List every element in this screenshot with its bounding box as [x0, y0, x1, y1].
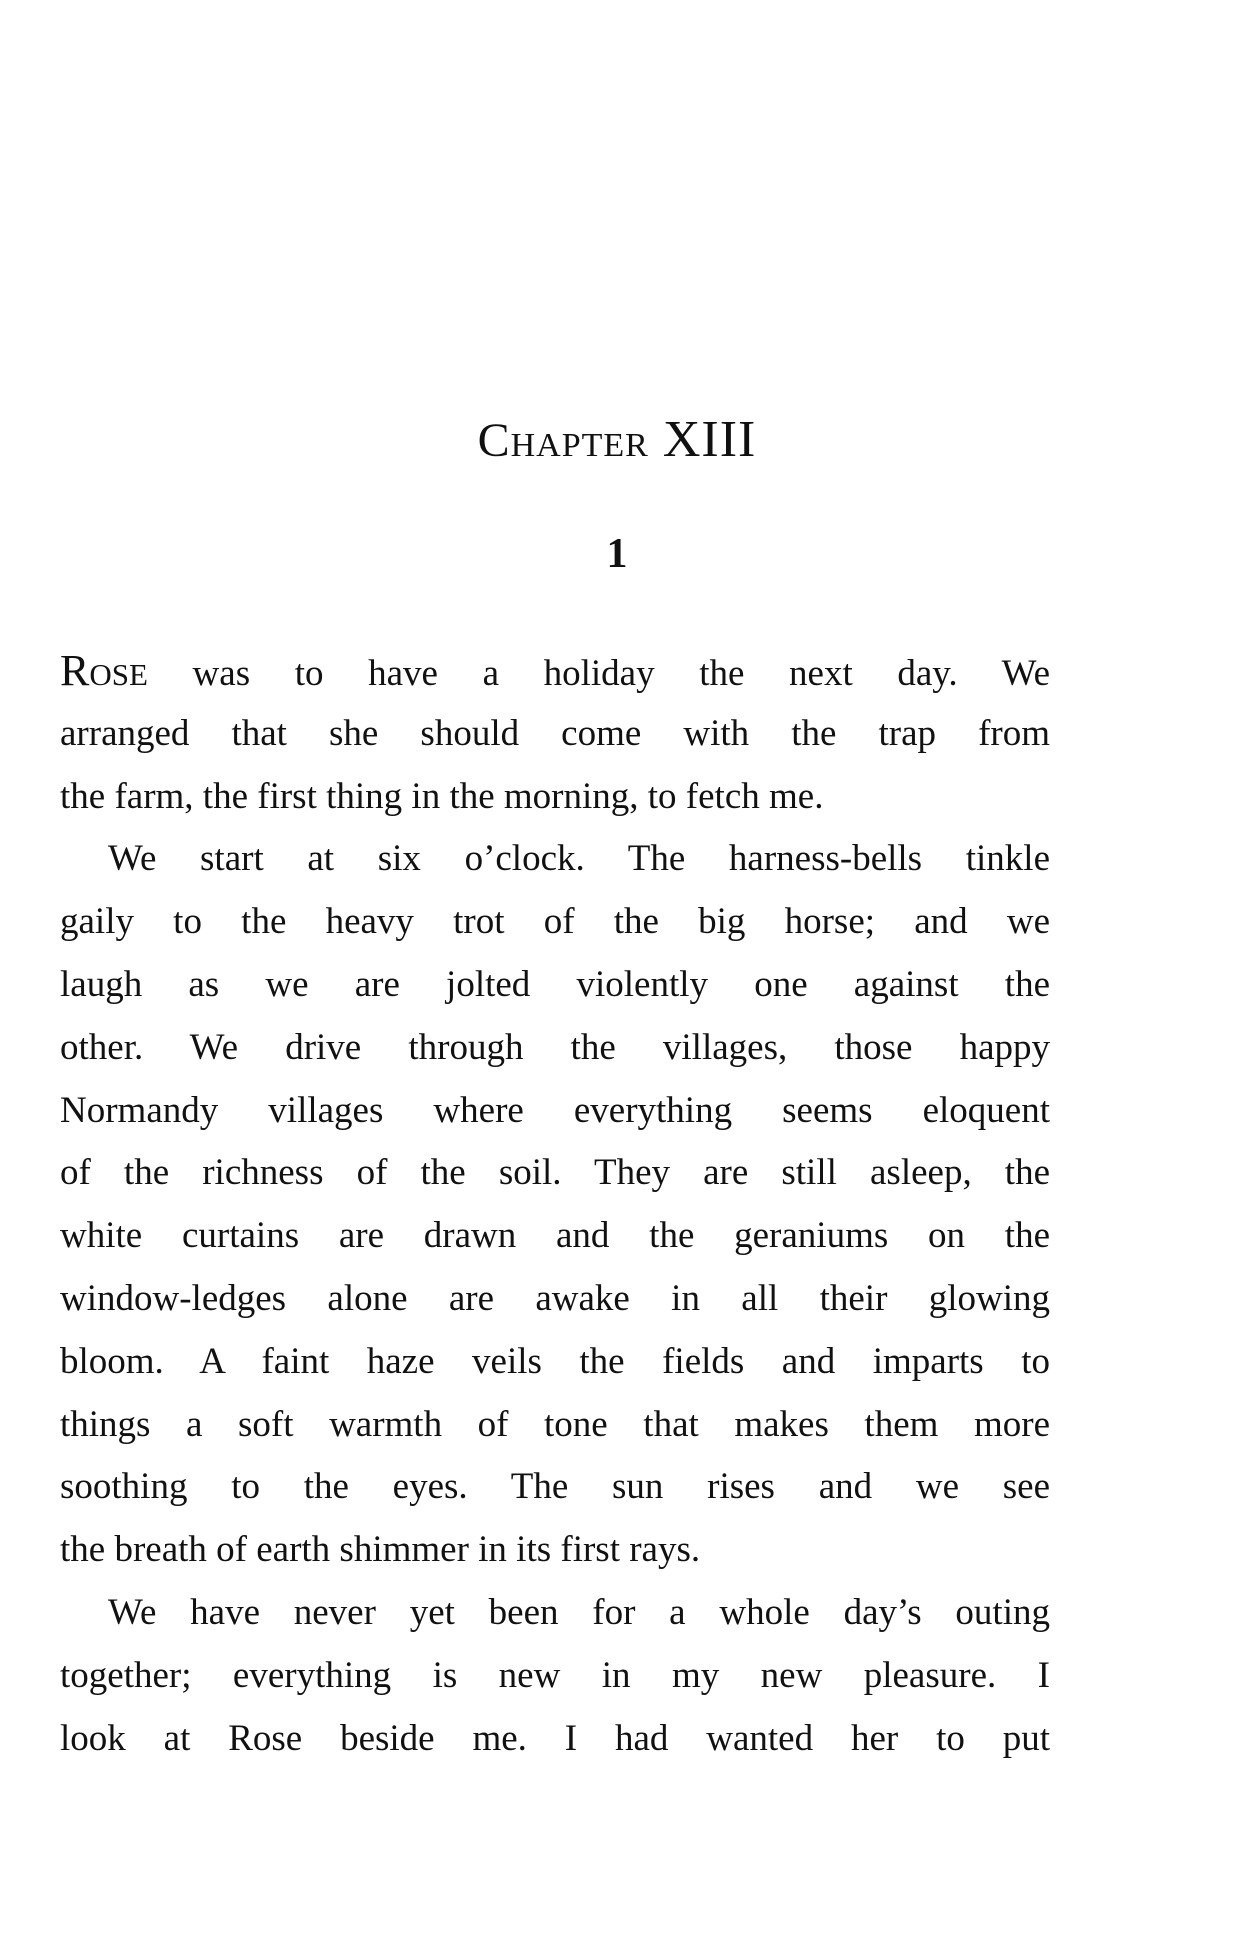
text-line: other. We drive through the villages, those happy: [60, 1026, 1050, 1068]
text-line: arranged that she should come with the trap from: [60, 712, 1050, 754]
text-line: Normandy villages where everything seems eloquent: [60, 1089, 1050, 1131]
text-line: We start at six o’clock. The harness-bells tinkle: [108, 838, 1050, 880]
text-line: things a soft warmth of tone that makes them more: [60, 1403, 1050, 1445]
text-line: Rose was to have a holiday the next day. We: [60, 646, 1050, 695]
chapter-number: XIII: [662, 411, 757, 468]
text-line: laugh as we are jolted violently one against the: [60, 963, 1050, 1005]
opening-word: Rose: [60, 646, 148, 695]
text-line: the farm, the first thing in the morning, to fetch me.: [60, 775, 824, 817]
section-number: 1: [606, 531, 628, 577]
text-line: of the richness of the soil. They are still asleep, the: [60, 1152, 1050, 1194]
chapter-heading: [0, 410, 1234, 469]
text-line: look at Rose beside me. I had wanted her to put: [60, 1717, 1050, 1759]
text-line: gaily to the heavy trot of the big horse; and we: [60, 901, 1050, 943]
chapter-label: Chapter: [477, 414, 649, 467]
text-line: bloom. A faint haze veils the fields and imparts to: [60, 1340, 1050, 1382]
text-line: window-ledges alone are awake in all their glowing: [60, 1277, 1050, 1319]
text-line: white curtains are drawn and the geraniums on the: [60, 1215, 1050, 1257]
text-line: soothing to the eyes. The sun rises and we see: [60, 1466, 1050, 1508]
text-line: the breath of earth shimmer in its first rays.: [60, 1529, 701, 1571]
text-line: together; everything is new in my new pleasure. I: [60, 1654, 1050, 1696]
text-line: We have never yet been for a whole day’s outing: [108, 1591, 1050, 1633]
body-text: [60, 640, 1050, 1770]
